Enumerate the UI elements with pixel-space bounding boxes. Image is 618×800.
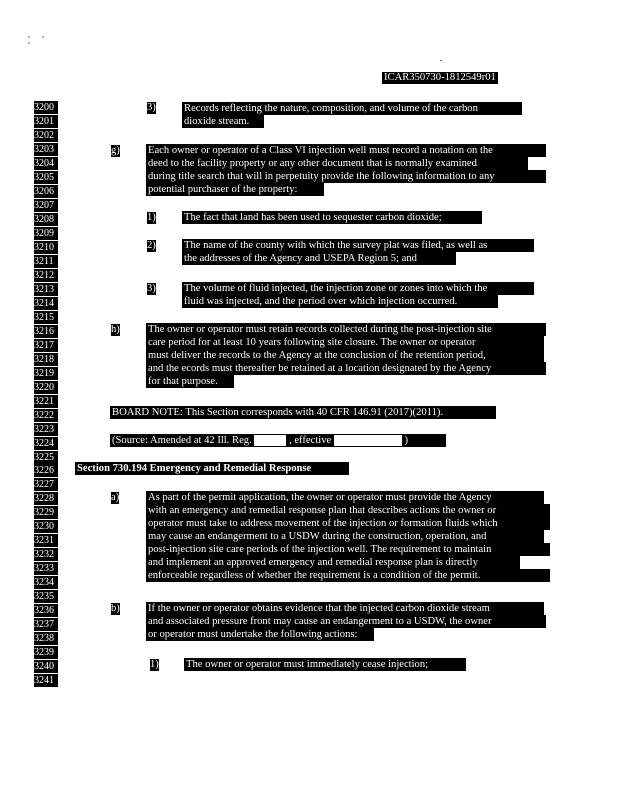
line-number-text: 3207 [34,200,54,211]
text-line-content: or operator must undertake the following actions: [148,629,358,640]
source-prefix: (Source: Amended at 42 Ill. Reg. [112,435,252,446]
text-line [146,157,528,170]
line-number [34,255,58,268]
text-line-content: and implement an approved emergency and remedial response plan is directly [148,557,478,568]
text-line-content: may cause an endangerment to a USDW during the construction, operation, and [148,531,487,542]
line-number-text: 3208 [34,214,54,225]
text-line-content: must deliver the records to the Agency at the conclusion of the retention period, [148,350,486,361]
line-number [34,381,58,394]
text-line [146,602,544,615]
line-number [34,297,58,310]
line-number [34,506,58,519]
line-number-text: 3212 [34,270,54,281]
source-note [110,434,446,447]
line-number-text: 3236 [34,605,54,616]
line-number-text: 3227 [34,479,54,490]
text-line-content: with an emergency and remedial response plan that describes actions the owner or [148,505,497,516]
line-number-text: 3210 [34,242,54,253]
line-number [34,367,58,380]
text-line [146,504,550,517]
text-line [146,491,544,504]
line-number-text: 3224 [34,438,54,449]
line-number [34,353,58,366]
line-number-text: 3201 [34,116,54,127]
line-number-text: 3209 [34,228,54,239]
text-line-content: the addresses of the Agency and USEPA Region 5; and [184,253,417,264]
text-line [146,556,520,569]
line-number [34,213,58,226]
text-line [146,144,546,157]
line-number [34,646,58,659]
line-number [34,618,58,631]
line-number [34,115,58,128]
text-line-content: Records reflecting the nature, composition, and volume of the carbon [184,103,478,114]
scan-specks [28,34,68,38]
line-number [34,269,58,282]
item-label: 2) [147,240,156,251]
subsection-label: g) [111,145,120,156]
line-number-text: 3213 [34,284,54,295]
line-number-text: 3218 [34,354,54,365]
text-line-content: and the ecords must thereafter be retained at a location designated by the Agency [148,363,492,374]
line-number-text: 3222 [34,410,54,421]
text-line [182,239,534,252]
line-number [34,632,58,645]
line-number-text: 3205 [34,172,54,183]
line-number [34,548,58,561]
text-line [182,102,522,115]
text-line [146,628,374,641]
line-number-text: 3200 [34,102,54,113]
text-line [182,252,456,265]
text-line-content: The fact that land has been used to sequester carbon dioxide; [184,212,442,223]
line-number [34,409,58,422]
line-number-text: 3211 [34,256,54,267]
text-line [146,569,550,582]
text-line [184,658,466,671]
text-line-content: for that purpose. [148,376,218,387]
line-number-text: 3238 [34,633,54,644]
section-heading-text: Section 730.194 Emergency and Remedial Response [77,463,312,474]
board-note-text: BOARD NOTE: This Section corresponds with 40 CFR 146.91 (2017)(2011). [112,407,444,418]
line-number [34,311,58,324]
source-effective-blank [334,435,402,446]
line-number [34,101,58,114]
line-number-text: 3230 [34,521,54,532]
line-number [34,157,58,170]
source-date-blank [254,435,286,446]
text-line [146,323,546,336]
text-line-content: The name of the county with which the survey plat was filed, as well as [184,240,488,251]
section-heading [75,462,349,475]
text-line [182,295,498,308]
line-number-text: 3237 [34,619,54,630]
line-number [34,129,58,142]
line-number [34,464,58,477]
line-number-text: 3214 [34,298,54,309]
line-number-text: 3241 [34,675,54,686]
line-number-text: 3204 [34,158,54,169]
line-number-text: 3216 [34,326,54,337]
text-line [146,336,544,349]
line-number [34,674,58,687]
line-number-text: 3235 [34,591,54,602]
line-number-text: 3226 [34,465,54,476]
item-label: 3) [147,102,156,113]
text-line-content: The volume of fluid injected, the injection zone or zones into which the [184,283,488,294]
line-number [34,576,58,589]
line-number-text: 3231 [34,535,54,546]
line-number [34,590,58,603]
line-number [34,171,58,184]
text-line-content: operator must take to address movement of the injection or formation fluids which [148,518,498,529]
text-line [146,543,550,556]
line-number [34,395,58,408]
text-line [146,615,546,628]
line-number [34,492,58,505]
line-number-text: 3240 [34,661,54,672]
document-id: ICAR350730-1812549r01 [384,72,496,83]
text-line-content: As part of the permit application, the owner or operator must provide the Agency [148,492,492,503]
source-mid: , effective [289,435,332,446]
item-label: 1) [147,212,156,223]
line-number-text: 3203 [34,144,54,155]
line-number-text: 3217 [34,340,54,351]
text-line-content: enforceable regardless of whether the requirement is a condition of the permit. [148,570,481,581]
text-line-content: potential purchaser of the property: [148,184,298,195]
line-number-text: 3225 [34,452,54,463]
line-number-text: 3215 [34,312,54,323]
line-number [34,227,58,240]
line-number-text: 3232 [34,549,54,560]
text-line [146,362,546,375]
line-number-text: 3219 [34,368,54,379]
line-number [34,437,58,450]
text-line-content: fluid was injected, and the period over which injection occurred. [184,296,458,307]
text-line-content: If the owner or operator obtains evidence that the injected carbon dioxide stream [148,603,490,614]
line-number-text: 3206 [34,186,54,197]
source-suffix: ) [404,435,409,446]
text-line [146,517,550,530]
text-line [146,183,324,196]
text-line-content: and associated pressure front may cause an endangerment to a USDW, the owner [148,616,492,627]
line-number [34,241,58,254]
text-line [182,115,264,128]
line-number [34,339,58,352]
line-number-text: 3221 [34,396,54,407]
line-number-text: 3223 [34,424,54,435]
line-number [34,520,58,533]
text-line-content: post-injection site care periods of the injection well. The requirement to maintain [148,544,492,555]
line-number-text: 3228 [34,493,54,504]
item-label: 1) [150,659,159,670]
board-note [110,406,496,419]
text-line-content: Each owner or operator of a Class VI injection well must record a notation on the [148,145,493,156]
line-number [34,423,58,436]
line-number-text: 3234 [34,577,54,588]
line-number [34,660,58,673]
subsection-label: b) [111,603,120,614]
line-number-text: 3220 [34,382,54,393]
line-number-text: 3229 [34,507,54,518]
scan-speck [440,60,442,61]
line-number [34,283,58,296]
line-number [34,199,58,212]
line-number [34,143,58,156]
line-number-text: 3202 [34,130,54,141]
text-line [146,375,234,388]
subsection-label: h) [111,324,120,335]
line-number [34,478,58,491]
line-number-text: 3239 [34,647,54,658]
text-line-content: during title search that will in perpetuity provide the following information to any [148,171,495,182]
text-line [146,349,544,362]
line-number [34,451,58,464]
text-line-content: deed to the facility property or any other document that is normally examined [148,158,477,169]
text-line [146,530,544,543]
text-line [182,282,534,295]
line-number [34,534,58,547]
item-label: 3) [147,283,156,294]
line-number [34,325,58,338]
line-number [34,604,58,617]
subsection-label: a) [111,492,120,503]
text-line-content: dioxide stream. [184,116,250,127]
line-number-text: 3233 [34,563,54,574]
text-line [146,170,546,183]
line-number [34,185,58,198]
line-number [34,562,58,575]
text-line-content: The owner or operator must retain records collected during the post-injection site [148,324,492,335]
text-line [182,211,482,224]
text-line-content: care period for at least 10 years following site closure. The owner or operator [148,337,476,348]
text-line-content: The owner or operator must immediately cease injection; [186,659,429,670]
